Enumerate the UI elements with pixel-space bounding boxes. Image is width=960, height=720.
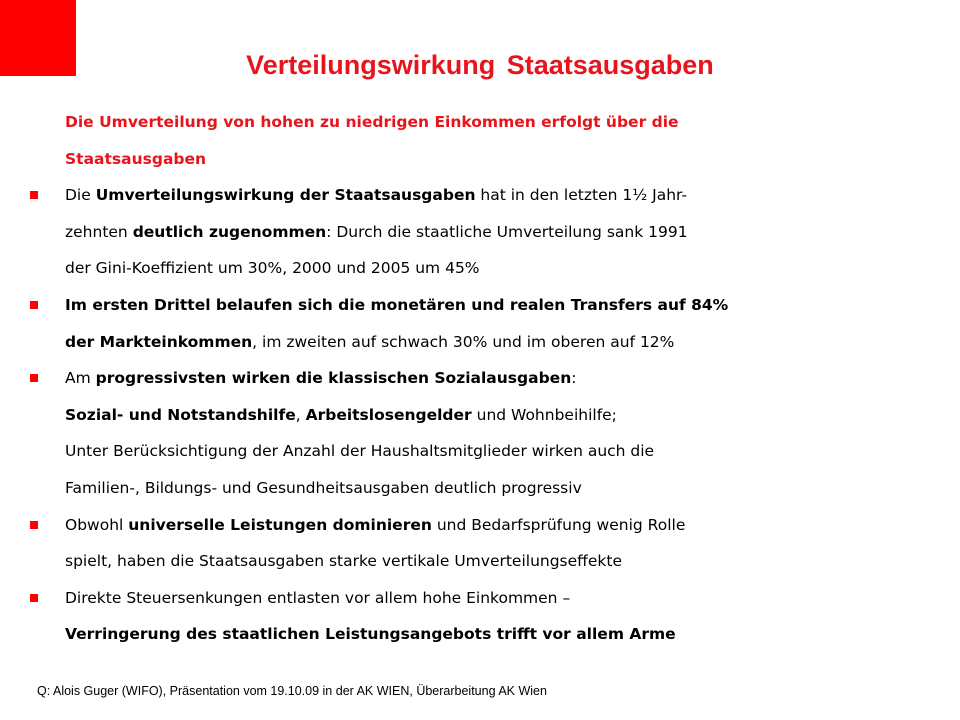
text: , im zweiten auf schwach 30% und im oberen auf 12% <box>252 332 675 351</box>
bullet-marker-icon <box>30 594 38 602</box>
bullet-marker-icon <box>30 374 38 382</box>
text: Obwohl <box>65 515 129 534</box>
text: und Bedarfsprüfung wenig Rolle <box>431 515 686 534</box>
text-bold: der Markteinkommen <box>65 332 253 351</box>
text-bold: Umverteilungswirkung der Staatsausgaben <box>95 186 476 205</box>
bullet-3-line-4: Familien-, Bildungs- und Gesundheitsausgaben deutlich progressiv <box>65 478 582 497</box>
bullet-marker-icon <box>30 301 38 309</box>
bullet-marker-icon <box>30 521 38 529</box>
bullet-1-line-2 <box>28 214 928 251</box>
text: Am <box>65 369 96 388</box>
text-bold: universelle Leistungen dominieren <box>128 515 432 534</box>
text: , <box>295 405 306 424</box>
text-bold: Im ersten Drittel belaufen sich die monetären und realen Transfers auf 84% <box>65 295 729 314</box>
bullet-3-line-3: Unter Berücksichtigung der Anzahl der Haushaltsmitglieder wirken auch die <box>65 442 655 461</box>
text: Die <box>65 186 96 205</box>
text: und Wohnbeihilfe; <box>471 405 617 424</box>
bullet-4-line-1 <box>28 507 928 544</box>
text: Direkte Steuersenkungen entlasten vor allem hohe Einkommen – <box>65 588 571 607</box>
bullet-4-line-2: spielt, haben die Staatsausgaben starke vertikale Umverteilungseffekte <box>65 552 622 571</box>
bullet-3-line-2 <box>28 397 928 434</box>
bullet-3-line-1 <box>28 360 928 397</box>
bullet-5-line-2: Verringerung des staatlichen Leistungsangebots trifft vor allem Arme <box>65 625 676 644</box>
bullet-1-line-1 <box>28 177 928 214</box>
bullet-1-line-3: der Gini-Koeffizient um 30%, 2000 und 2005 um 45% <box>65 259 480 278</box>
text-bold: Arbeitslosengelder <box>305 405 472 424</box>
text-bold: Sozial- und Notstandshilfe <box>65 405 296 424</box>
text-bold: progressivsten wirken die klassischen Sozialausgaben <box>95 369 572 388</box>
intro-line-2: Staatsausgaben <box>65 149 207 168</box>
bullet-marker-icon <box>30 191 38 199</box>
page-title: Verteilungswirkung Staatsausgaben <box>246 50 714 80</box>
text: hat in den letzten 1½ Jahr- <box>475 186 688 205</box>
text: zehnten <box>65 222 133 241</box>
text: : <box>571 369 577 388</box>
source-note: Q: Alois Guger (WIFO), Präsentation vom 19.10.09 in der AK WIEN, Überarbeitung AK Wien <box>37 684 547 698</box>
bullet-2-line-1 <box>28 287 928 324</box>
text: : Durch die staatliche Umverteilung sank 1991 <box>326 222 688 241</box>
intro-line-1: Die Umverteilung von hohen zu niedrigen Einkommen erfolgt über die <box>65 113 679 131</box>
content-body <box>28 104 928 653</box>
bullet-5-line-1 <box>28 580 928 617</box>
text-bold: deutlich zugenommen <box>132 222 327 241</box>
bullet-2-line-2 <box>28 324 928 361</box>
